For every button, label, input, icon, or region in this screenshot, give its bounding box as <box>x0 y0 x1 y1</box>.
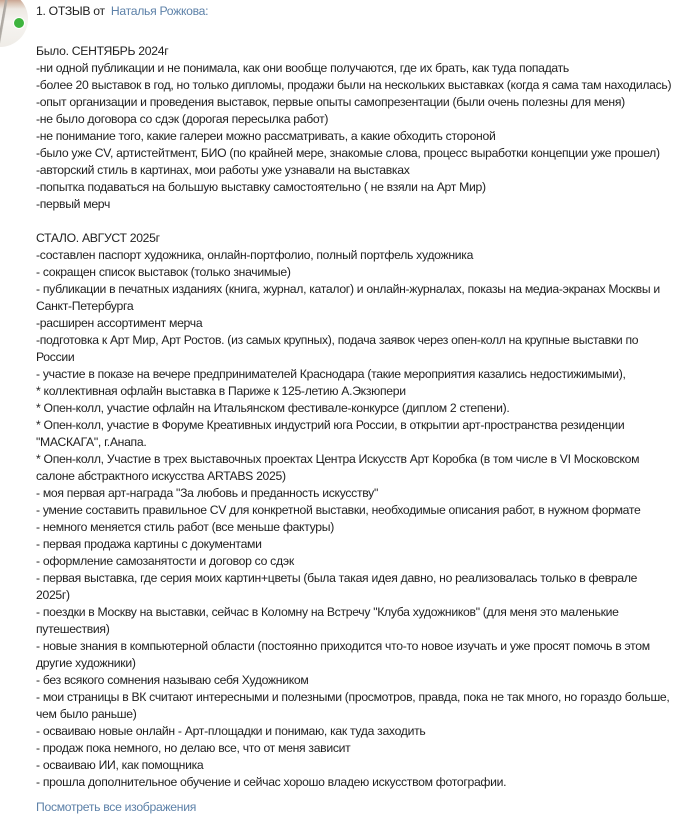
section-after-items <box>36 247 672 791</box>
review-line: -было уже CV, артистейтмент, БИО (по крайней мере, знакомые слова, процесс выработки концепции уже прошел) <box>36 146 660 160</box>
review-line: -ни одной публикации и не понимала, как они вообще получаются, где их брать, как туда попадать <box>36 61 569 75</box>
review-post <box>36 3 672 816</box>
review-line: * Опен-колл, участие в Форуме Креативных индустрий юга России, в открытии арт-пространства резиденции "МАСКАГА", г.Анапа. <box>36 418 625 449</box>
review-line: -попытка подаваться на большую выставку самостоятельно ( не взяли на Арт Мир) <box>36 180 486 194</box>
review-line: - первая продажа картины с документами <box>36 537 262 551</box>
review-line: -первый мерч <box>36 197 111 211</box>
review-line: * коллективная офлайн выставка в Париже к 125-летию А.Экзюпери <box>36 384 406 398</box>
section-after <box>36 230 672 791</box>
review-line: - моя первая арт-награда "За любовь и преданность искусству" <box>36 486 378 500</box>
review-line: - поездки в Москву на выставки, сейчас в Коломну на Встречу "Клуба художников" (для меня это маленькие путешествия) <box>36 605 619 636</box>
review-line: - публикации в печатных изданиях (книга, журнал, каталог) и онлайн-журналах, показы на медиа-экранах Москвы и Санкт-Петербурга <box>36 282 660 313</box>
review-line: -опыт организации и проведения выставок, первые опыты самопрезентации (были очень полезны для меня) <box>36 95 625 109</box>
online-status-icon <box>13 17 25 29</box>
review-line: - умение составить правильное CV для конкретной выставки, необходимые описания работ, в нужном формате <box>36 503 641 517</box>
review-title: 1. ОТЗЫВ от <box>36 4 105 18</box>
review-line: - продаж пока немного, но делаю все, что от меня зависит <box>36 741 351 755</box>
section-after-heading: СТАЛО. АВГУСТ 2025г <box>36 231 160 245</box>
review-line: - осваиваю новые онлайн - Арт-площадки и понимаю, как туда заходить <box>36 724 426 738</box>
review-line: -не было договора со сдэк (дорогая пересылка работ) <box>36 112 329 126</box>
review-line: - прошла дополнительное обучение и сейчас хорошо владею искусством фотографии. <box>36 775 507 789</box>
review-line: -не понимание того, какие галереи можно рассматривать, а какие обходить стороной <box>36 129 496 143</box>
review-line: -расширен ассортимент мерча <box>36 316 203 330</box>
review-line: - немного меняется стиль работ (все меньше фактуры) <box>36 520 334 534</box>
view-all-images-link[interactable]: Посмотреть все изображения <box>36 800 197 814</box>
review-line: * Опен-колл, участие офлайн на Итальянском фестивале-конкурсе (диплом 2 степени). <box>36 401 510 415</box>
review-line: -составлен паспорт художника, онлайн-портфолио, полный портфель художника <box>36 248 474 262</box>
author-link[interactable]: Наталья Рожкова: <box>110 4 209 18</box>
review-line: - оформление самозанятости и договор со сдэк <box>36 554 294 568</box>
section-before <box>36 43 672 213</box>
review-line: -более 20 выставок в год, но только дипломы, продажи были на нескольких выставках (когда я сама там находилась) <box>36 78 672 92</box>
section-before-heading: Было. СЕНТЯБРЬ 2024г <box>36 44 169 58</box>
review-line: - сокращен список выставок (только значимые) <box>36 265 291 279</box>
review-line: - без всякого сомнения называю себя Художником <box>36 673 309 687</box>
review-line: - участие в показе на вечере предпринимателей Краснодара (такие мероприятия казались недостижимыми), <box>36 367 626 381</box>
review-line: -подготовка к Арт Мир, Арт Ростов. (из самых крупных), подача заявок через опен-колл на крупные выставки по России <box>36 333 639 364</box>
review-line: -авторский стиль в картинах, мои работы уже узнавали на выставках <box>36 163 410 177</box>
review-header <box>36 3 672 20</box>
review-line: - новые знания в компьютерной области (постоянно приходится что-то новое изучать и уже просят помочь в этом другие художники) <box>36 639 650 670</box>
review-line: * Опен-колл, Участие в трех выставочных проектах Центра Искусств Арт Коробка (в том числе в VI Московском салоне абстрактного искусства ARTABS 2025) <box>36 452 640 483</box>
review-line: - мои страницы в ВК считают интересными и полезными (просмотров, правда, пока не так много, но гораздо больше, чем было раньше) <box>36 690 670 721</box>
review-line: - первая выставка, где серия моих картин+цветы (была такая идея давно, но реализовалась только в феврале 2025г) <box>36 571 638 602</box>
section-before-items <box>36 60 672 213</box>
review-line: - осваиваю ИИ, как помощника <box>36 758 204 772</box>
